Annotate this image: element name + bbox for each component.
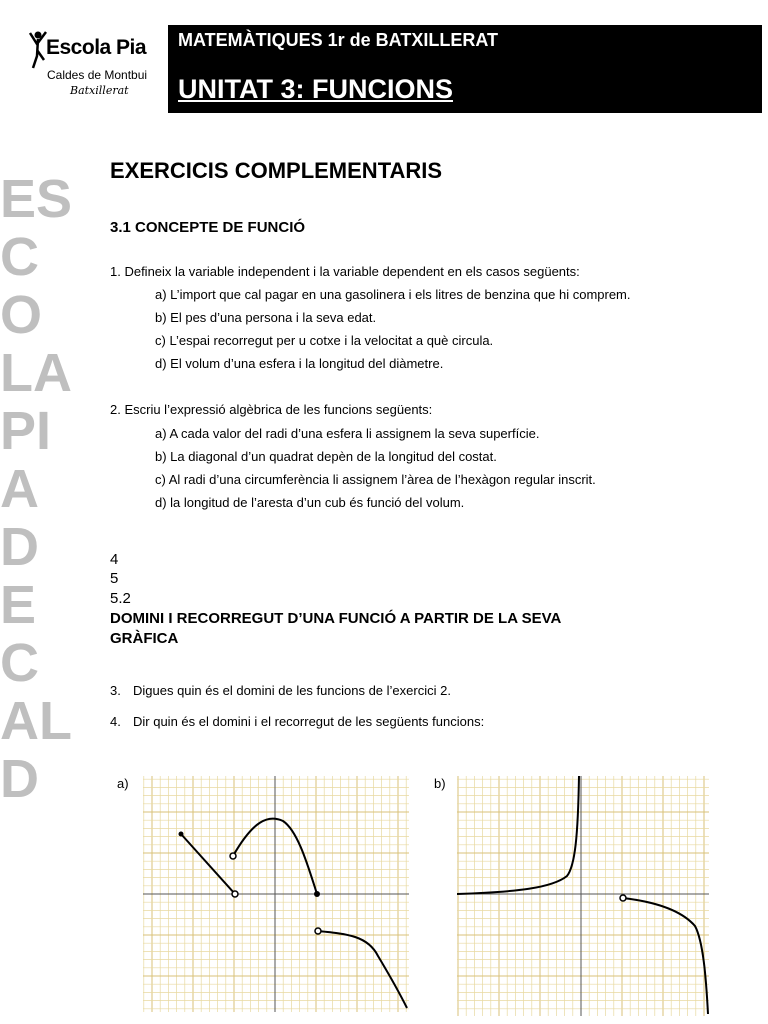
exercise1-item-c: c) L’espai recorregut per u cotxe i la velocitat a què circula. [155, 333, 494, 348]
watermark-letter: PI [0, 401, 52, 461]
logo-school-name: Escola Pia [46, 36, 147, 59]
exercise3-text: Digues quin és el domini de les funcions de l’exercici 2. [133, 683, 451, 698]
section1-heading: 3.1 CONCEPTE DE FUNCIÓ [110, 219, 306, 236]
graph-b [457, 776, 709, 1016]
watermark-letter: C [0, 227, 39, 287]
graph-b-curve-left [457, 776, 579, 894]
logo-level: Batxillerat [70, 84, 129, 97]
graph-b-label: b) [434, 776, 446, 791]
exercise2-prompt: 2. Escriu l’expressió algèbrica de les funcions següents: [110, 402, 433, 417]
graph-b-curve-right [623, 898, 708, 1014]
exercise4-number: 4. [110, 714, 121, 729]
school-logo [26, 28, 154, 100]
watermark [0, 170, 100, 808]
exercise1-item-d: d) El volum d’una esfera i la longitud del diàmetre. [155, 356, 444, 371]
watermark-letter: AL [0, 691, 72, 751]
exercise3-number: 3. [110, 683, 121, 698]
section2-heading-line1: DOMINI I RECORREGUT D’UNA FUNCIÓ A PARTIR DE LA SEVA [110, 610, 562, 627]
header-unit: UNITAT 3: FUNCIONS [178, 74, 453, 104]
exercise1-prompt: 1. Defineix la variable independent i la variable dependent en els casos següents: [110, 264, 580, 279]
logo-town: Caldes de Montbui [47, 68, 148, 82]
watermark-letter: O [0, 285, 43, 345]
graph-a-closed-point [179, 832, 184, 837]
exercise2-item-b: b) La diagonal d’un quadrat depèn de la longitud del costat. [155, 449, 497, 464]
graph-a-open-point [315, 928, 321, 934]
graph-b-open-point [620, 895, 626, 901]
header-subject: MATEMÀTIQUES 1r de BATXILLERAT [178, 30, 499, 50]
graph-a [143, 776, 409, 1012]
exercise1-item-b: b) El pes d’una persona i la seva edat. [155, 310, 377, 325]
graph-a-closed-point [314, 891, 320, 897]
graph-a-open-point [232, 891, 238, 897]
watermark-letter: E [0, 575, 37, 635]
exercise2-item-c: c) Al radi d’una circumferència li assignem l’àrea de l’hexàgon regular inscrit. [155, 472, 596, 487]
watermark-letter: ES [0, 169, 73, 229]
stray-number: 5 [110, 570, 119, 587]
graph-a-segment-1 [181, 834, 235, 894]
graph-a-open-point [230, 853, 236, 859]
watermark-letter: C [0, 633, 39, 693]
section2-heading-line2: GRÀFICA [110, 630, 179, 647]
watermark-letter: LA [0, 343, 72, 403]
watermark-letter: A [0, 459, 39, 519]
header-bar [168, 25, 762, 113]
section2-number: 5.2 [110, 590, 131, 607]
stray-number: 4 [110, 551, 119, 568]
exercise1-item-a: a) L’import que cal pagar en una gasolinera i els litres de benzina que hi comprem. [155, 287, 631, 302]
exercise2-item-d: d) la longitud de l’aresta d’un cub és funció del volum. [155, 495, 465, 510]
graph-b-grid [457, 776, 709, 1016]
exercise2-item-a: a) A cada valor del radi d’una esfera li assignem la seva superfície. [155, 426, 540, 441]
page-title: EXERCICIS COMPLEMENTARIS [110, 158, 443, 183]
graph-a-label: a) [117, 776, 129, 791]
exercise4-text: Dir quin és el domini i el recorregut de les següents funcions: [133, 714, 485, 729]
watermark-letter: D [0, 749, 39, 809]
watermark-letter: D [0, 517, 39, 577]
graph-a-curve-3 [318, 931, 407, 1008]
